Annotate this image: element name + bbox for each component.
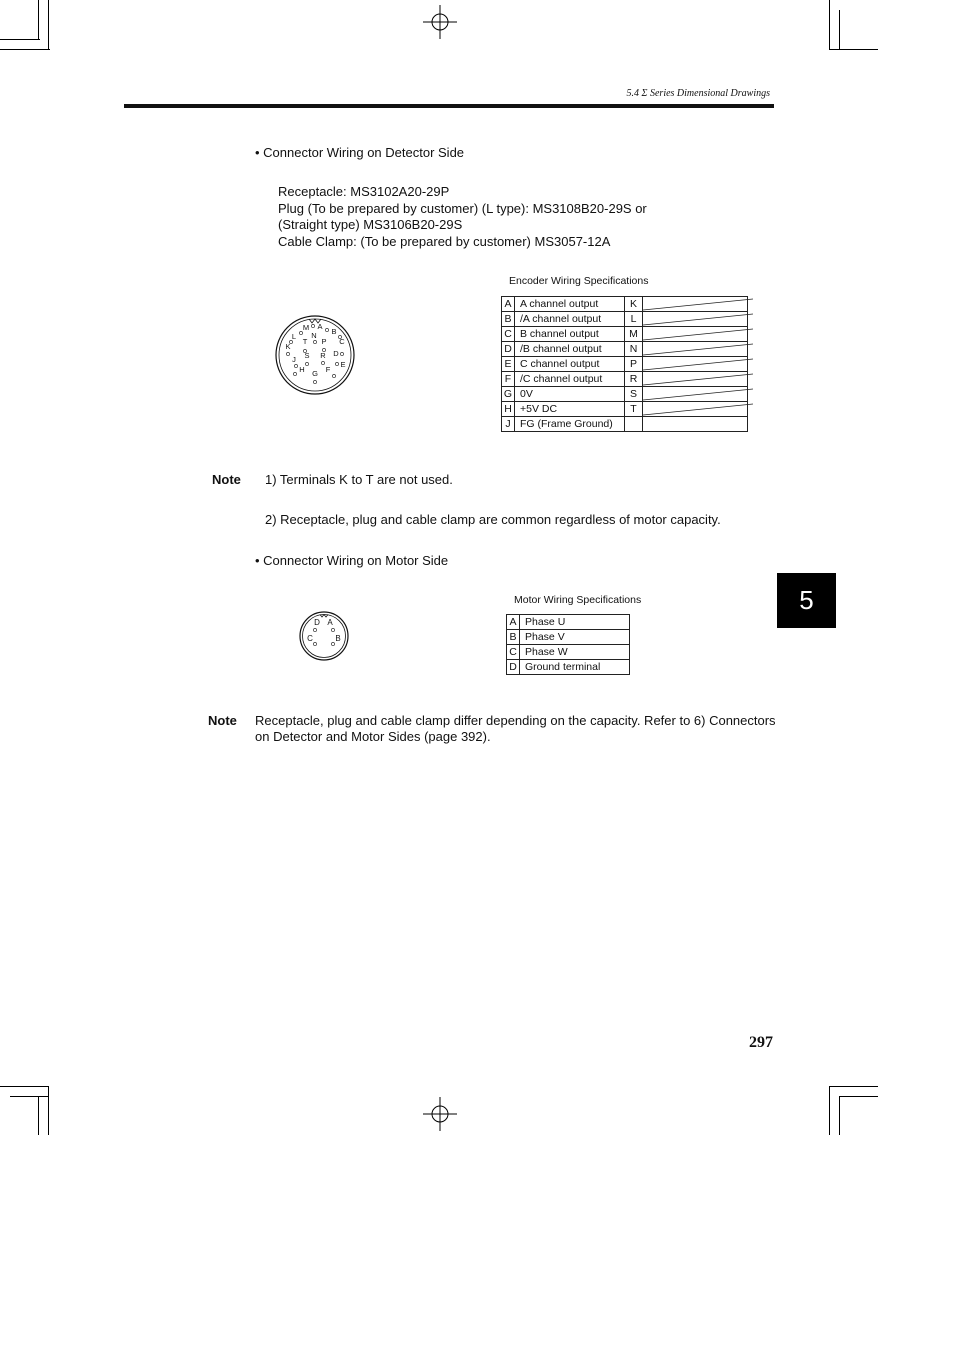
note-label: Note	[208, 713, 237, 728]
note-line: on Detector and Motor Sides (page 392).	[255, 729, 491, 744]
unused-strike	[643, 297, 753, 312]
pin-cell: B	[502, 312, 515, 327]
signal-cell: /B channel output	[515, 342, 625, 357]
table-row	[502, 327, 748, 342]
detector-connector-diagram	[274, 314, 356, 396]
table-row	[502, 342, 748, 357]
pin-cell: F	[502, 372, 515, 387]
connector-pin-label: F	[325, 365, 331, 374]
table-row	[502, 312, 748, 327]
connector-pin-label: N	[311, 331, 317, 340]
chapter-tab: 5	[777, 573, 836, 628]
table-row	[507, 630, 630, 645]
page-number: 297	[749, 1034, 773, 1051]
pin-cell: N	[625, 342, 643, 357]
pin-cell: H	[502, 402, 515, 417]
table-row	[507, 645, 630, 660]
unused-cell	[643, 357, 748, 372]
connector-pin-label: B	[335, 634, 341, 643]
unused-strike	[643, 327, 753, 342]
pin-cell: D	[507, 660, 520, 675]
signal-cell: B channel output	[515, 327, 625, 342]
unused-cell	[643, 372, 748, 387]
crop-mark	[38, 1096, 39, 1135]
running-head: 5.4 Σ Series Dimensional Drawings	[626, 88, 770, 99]
unused-strike	[643, 357, 753, 372]
encoder-table-title: Encoder Wiring Specifications	[509, 275, 649, 287]
signal-cell: Phase U	[520, 615, 630, 630]
connector-pin-label: B	[331, 327, 337, 336]
unused-cell	[643, 297, 748, 312]
unused-strike	[643, 402, 753, 417]
registration-mark	[423, 1097, 457, 1131]
crop-mark	[0, 39, 40, 40]
pin-cell: S	[625, 387, 643, 402]
connector-pin-label: L	[291, 332, 297, 341]
pin-cell: T	[625, 402, 643, 417]
connector-pin-label: S	[304, 351, 310, 360]
pin-cell: C	[502, 327, 515, 342]
signal-cell: +5V DC	[515, 402, 625, 417]
table-row	[502, 402, 748, 417]
note-item: 1) Terminals K to T are not used.	[265, 472, 453, 487]
signal-cell: FG (Frame Ground)	[515, 417, 625, 432]
crop-mark	[839, 1096, 878, 1097]
pin-cell: L	[625, 312, 643, 327]
unused-strike	[643, 372, 753, 387]
signal-cell: Phase V	[520, 630, 630, 645]
connector-pin-label: M	[302, 323, 310, 332]
crop-mark	[829, 1086, 878, 1087]
note-item: 2) Receptacle, plug and cable clamp are common regardless of motor capacity.	[265, 512, 721, 527]
pin-cell: C	[507, 645, 520, 660]
crop-mark	[839, 1096, 840, 1135]
pin-cell	[625, 417, 643, 432]
connector-pin-label: D	[333, 349, 339, 358]
signal-cell: 0V	[515, 387, 625, 402]
motor-bullet: • Connector Wiring on Motor Side	[255, 553, 449, 568]
signal-cell: Ground terminal	[520, 660, 630, 675]
crop-mark	[48, 1086, 49, 1135]
signal-cell: Phase W	[520, 645, 630, 660]
crop-mark	[829, 1086, 830, 1135]
crop-mark	[38, 0, 39, 40]
detector-bullet: • Connector Wiring on Detector Side	[255, 145, 465, 160]
unused-cell	[643, 387, 748, 402]
connector-pin-label: K	[285, 342, 291, 351]
connector-pin-label: P	[321, 337, 327, 346]
signal-cell: /A channel output	[515, 312, 625, 327]
encoder-wiring-table	[501, 296, 748, 432]
detector-line: Receptacle: MS3102A20-29P	[278, 184, 450, 199]
signal-cell: A channel output	[515, 297, 625, 312]
header-rule	[124, 104, 774, 108]
pin-cell: R	[625, 372, 643, 387]
crop-mark	[839, 10, 840, 50]
detector-line: Plug (To be prepared by customer) (L type): MS3108B20-29S or	[278, 201, 647, 216]
pin-cell: K	[625, 297, 643, 312]
crop-mark	[10, 1096, 49, 1097]
unused-strike	[643, 312, 753, 327]
crop-mark	[0, 1086, 49, 1087]
unused-strike	[643, 387, 753, 402]
motor-table-title: Motor Wiring Specifications	[514, 594, 642, 606]
connector-pin-label: C	[339, 337, 345, 346]
pin-cell: G	[502, 387, 515, 402]
unused-cell	[643, 417, 748, 432]
connector-pin-label: J	[292, 355, 296, 364]
pin-cell: B	[507, 630, 520, 645]
note-label: Note	[212, 472, 241, 487]
connector-pin-label: E	[340, 360, 346, 369]
connector-pin-label: A	[327, 618, 333, 627]
motor-connector-diagram	[299, 611, 349, 661]
unused-cell	[643, 327, 748, 342]
pin-cell: E	[502, 357, 515, 372]
crop-mark	[829, 49, 878, 50]
connector-pin-label: T	[302, 337, 308, 346]
table-row	[502, 357, 748, 372]
table-row	[502, 297, 748, 312]
motor-wiring-table	[506, 614, 630, 675]
table-row	[507, 660, 630, 675]
connector-pin-label: D	[314, 618, 320, 627]
pin-cell: J	[502, 417, 515, 432]
unused-cell	[643, 402, 748, 417]
pin-cell: A	[502, 297, 515, 312]
pin-cell: D	[502, 342, 515, 357]
signal-cell: C channel output	[515, 357, 625, 372]
crop-mark	[0, 49, 50, 50]
unused-strike	[643, 342, 753, 357]
table-row	[502, 372, 748, 387]
connector-pin-label: G	[312, 369, 318, 378]
pin-cell: M	[625, 327, 643, 342]
crop-mark	[829, 0, 830, 50]
crop-mark	[48, 0, 49, 50]
note-line: Receptacle, plug and cable clamp differ depending on the capacity. Refer to 6) Connectors	[255, 713, 776, 728]
table-row	[502, 387, 748, 402]
detector-line: Cable Clamp: (To be prepared by customer) MS3057-12A	[278, 234, 611, 249]
table-row	[502, 417, 748, 432]
signal-cell: /C channel output	[515, 372, 625, 387]
detector-line: (Straight type) MS3106B20-29S	[278, 217, 463, 232]
connector-pin-label: A	[317, 322, 323, 331]
connector-pin-label: R	[320, 351, 326, 360]
pin-cell: A	[507, 615, 520, 630]
unused-cell	[643, 342, 748, 357]
table-row	[507, 615, 630, 630]
connector-pin-label: C	[307, 634, 313, 643]
registration-mark	[423, 5, 457, 39]
pin-cell: P	[625, 357, 643, 372]
connector-pin-label: H	[299, 365, 305, 374]
unused-cell	[643, 312, 748, 327]
